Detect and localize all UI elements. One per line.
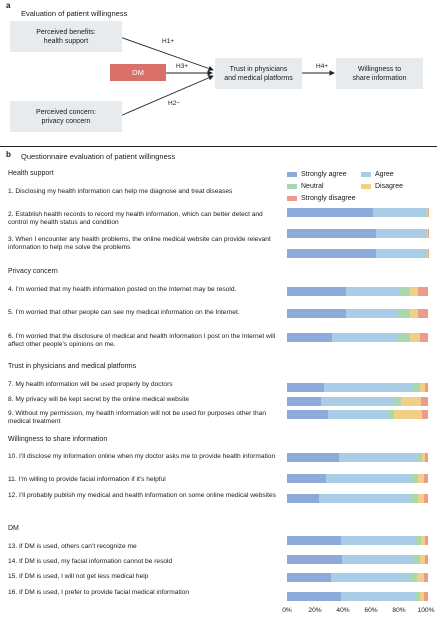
legend-swatch xyxy=(361,184,371,189)
perceived-concern-box: Perceived concern: privacy concern xyxy=(10,101,122,132)
segment-strongly-disagree xyxy=(418,287,428,296)
segment-agree xyxy=(346,287,400,296)
legend-label: Disagree xyxy=(375,183,404,190)
x-tick-label: 40% xyxy=(336,607,350,614)
stacked-bar xyxy=(287,536,428,545)
panel-b-letter: b xyxy=(6,150,11,159)
stacked-bar xyxy=(287,453,428,462)
question-text: 2. Establish health records to record my health information, which can better detect and control my health status and condition xyxy=(8,211,263,227)
segment-neutral xyxy=(410,494,418,503)
question-text: 9. Without my permission, my health information will not be used for purposes other than medical treatment xyxy=(8,410,267,426)
stacked-bar xyxy=(287,397,428,406)
x-tick-label: 20% xyxy=(308,607,322,614)
question-text: 4. I’m worried that my health information posted on the Internet may be resold. xyxy=(8,286,237,293)
question-text: 13. If DM is used, others can’t recognize me xyxy=(8,543,137,550)
question-text: 3. When I encounter any health problems, the online medical website can provide relevant information to help me solve the problems xyxy=(8,236,271,252)
x-tick-label: 100% xyxy=(417,607,435,614)
segment-disagree xyxy=(410,287,418,296)
stacked-bar xyxy=(287,474,428,483)
segment-strongly-agree xyxy=(287,536,341,545)
segment-strongly-disagree xyxy=(425,453,428,462)
hypothesis-h1-label: H1+ xyxy=(162,38,175,45)
segment-disagree xyxy=(394,410,422,419)
segment-strongly-agree xyxy=(287,494,319,503)
segment-strongly-agree xyxy=(287,309,346,318)
legend-label: Strongly disagree xyxy=(301,195,356,202)
segment-strongly-agree xyxy=(287,397,321,406)
perceived-benefits-box: Perceived benefits: health support xyxy=(10,21,122,52)
segment-strongly-disagree xyxy=(424,573,428,582)
segment-strongly-disagree xyxy=(424,494,428,503)
segment-neutral xyxy=(398,333,409,342)
x-tick-label: 80% xyxy=(392,607,406,614)
panel-a-letter: a xyxy=(6,1,11,10)
hypothesis-h2-label: H2− xyxy=(168,100,181,107)
panel-divider xyxy=(0,146,437,147)
group-heading: Privacy concern xyxy=(8,268,58,275)
segment-agree xyxy=(341,536,416,545)
segment-agree xyxy=(373,208,425,217)
segment-strongly-disagree xyxy=(425,536,428,545)
segment-agree xyxy=(376,229,425,238)
hypothesis-h4-label: H4+ xyxy=(316,63,329,70)
stacked-bar xyxy=(287,287,428,296)
segment-strongly-agree xyxy=(287,383,324,392)
question-text: 12. I’ll probably publish my medical and health information on some online medical websites xyxy=(8,492,276,499)
stacked-bar xyxy=(287,229,428,238)
segment-agree xyxy=(342,555,414,564)
legend-label: Strongly agree xyxy=(301,171,347,178)
question-text: 15. If DM is used, I will not get less medical help xyxy=(8,573,149,580)
legend-label: Neutral xyxy=(301,183,324,190)
segment-strongly-disagree xyxy=(418,309,428,318)
segment-strongly-disagree xyxy=(425,383,428,392)
question-text: 1. Disclosing my health information can help me diagnose and treat diseases xyxy=(8,188,233,195)
group-heading: DM xyxy=(8,525,19,532)
group-heading: Willingness to share information xyxy=(8,436,108,443)
hypothesis-h3-label: H3+ xyxy=(176,63,189,70)
segment-agree xyxy=(332,333,398,342)
stacked-bar xyxy=(287,592,428,601)
legend-swatch xyxy=(287,172,297,177)
segment-disagree xyxy=(410,333,420,342)
segment-agree xyxy=(376,249,425,258)
x-tick-label: 60% xyxy=(364,607,378,614)
legend-strongly-agree xyxy=(287,171,347,178)
question-text: 11. I’m willing to provide facial information if it’s helpful xyxy=(8,476,166,483)
segment-neutral xyxy=(410,573,417,582)
stacked-bar xyxy=(287,573,428,582)
segment-strongly-agree xyxy=(287,592,341,601)
segment-agree xyxy=(346,309,398,318)
segment-strongly-agree xyxy=(287,287,346,296)
question-text: 10. I’ll disclose my information online when my doctor asks me to provide health information xyxy=(8,453,276,460)
segment-strongly-agree xyxy=(287,333,332,342)
question-text: 16. If DM is used, I prefer to provide facial medical information xyxy=(8,589,190,596)
willingness-box: Willingness to share information xyxy=(336,58,423,89)
stacked-bar xyxy=(287,555,428,564)
question-text: 6. I’m worried that the disclosure of medical and health information I post on the Internet will affect other people’s opinions on me. xyxy=(8,333,276,349)
legend-strongly-disagree xyxy=(287,195,355,202)
x-tick-label: 0% xyxy=(282,607,292,614)
segment-strongly-agree xyxy=(287,573,331,582)
stacked-bar xyxy=(287,309,428,318)
stacked-bar xyxy=(287,249,428,258)
segment-strongly-disagree xyxy=(421,397,428,406)
segment-disagree xyxy=(401,397,421,406)
trust-box: Trust in physicians and medical platforms xyxy=(215,58,302,89)
question-text: 7. My health information will be used properly by doctors xyxy=(8,381,173,388)
segment-agree xyxy=(324,383,414,392)
stacked-bar xyxy=(287,494,428,503)
segment-agree xyxy=(319,494,409,503)
question-text: 14. If DM is used, my facial information cannot be resold xyxy=(8,558,173,565)
segment-neutral xyxy=(394,397,401,406)
segment-neutral xyxy=(400,287,410,296)
question-text: 5. I’m worried that other people can see my medical information on the Internet. xyxy=(8,309,240,316)
segment-neutral xyxy=(398,309,409,318)
stacked-bar xyxy=(287,333,428,342)
legend-swatch xyxy=(361,172,371,177)
group-heading: Health support xyxy=(8,170,54,177)
legend-neutral xyxy=(287,183,324,190)
segment-agree xyxy=(341,592,416,601)
legend-agree xyxy=(361,171,394,178)
segment-strongly-disagree xyxy=(425,555,428,564)
segment-agree xyxy=(321,397,394,406)
segment-strongly-disagree xyxy=(424,474,428,483)
segment-agree xyxy=(339,453,417,462)
segment-agree xyxy=(326,474,411,483)
segment-disagree xyxy=(417,573,424,582)
segment-strongly-agree xyxy=(287,249,376,258)
legend-swatch xyxy=(287,196,297,201)
stacked-bar xyxy=(287,383,428,392)
segment-agree xyxy=(328,410,387,419)
segment-strongly-agree xyxy=(287,453,339,462)
segment-disagree xyxy=(410,309,418,318)
segment-strongly-agree xyxy=(287,555,342,564)
segment-strongly-agree xyxy=(287,208,373,217)
legend-disagree xyxy=(361,183,403,190)
segment-strongly-agree xyxy=(287,229,376,238)
panel-b-title: Questionnaire evaluation of patient willingness xyxy=(21,152,176,161)
segment-strongly-disagree xyxy=(422,410,428,419)
question-text: 8. My privacy will be kept secret by the online medical website xyxy=(8,396,190,403)
segment-neutral xyxy=(411,474,418,483)
dm-box: DM xyxy=(110,64,166,81)
arrow-h2 xyxy=(120,76,213,116)
segment-strongly-disagree xyxy=(424,592,428,601)
segment-strongly-agree xyxy=(287,474,326,483)
segment-strongly-agree xyxy=(287,410,328,419)
stacked-bar xyxy=(287,208,428,217)
segment-neutral xyxy=(387,410,394,419)
legend-label: Agree xyxy=(375,171,394,178)
segment-agree xyxy=(331,573,410,582)
group-heading: Trust in physicians and medical platforms xyxy=(8,363,137,370)
segment-strongly-disagree xyxy=(420,333,428,342)
panel-a-title: Evaluation of patient willingness xyxy=(21,9,128,18)
legend-swatch xyxy=(287,184,297,189)
stacked-bar xyxy=(287,410,428,419)
